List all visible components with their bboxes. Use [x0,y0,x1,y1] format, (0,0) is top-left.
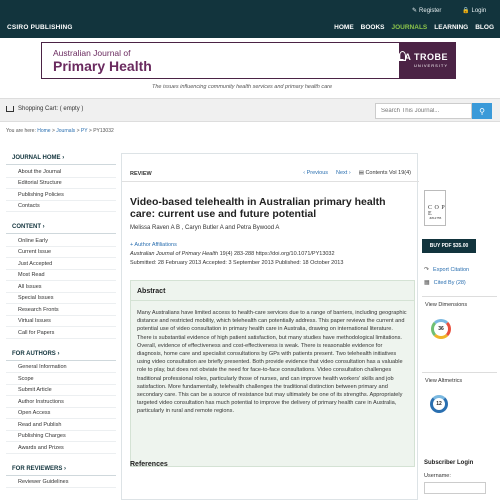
sidebar-item-special-issues[interactable]: Special Issues [6,293,116,305]
next-link[interactable]: Next › [336,170,351,176]
sidebar-item-policies[interactable]: Publishing Policies [6,189,116,201]
dimensions-label[interactable]: View Dimensions [425,302,468,308]
abstract-text: Many Australians have limited access to health-care services due to a range of barriers, including geographic distance and restricted mobility, which telehealth can potentially address. This paper reviews the current and potential use of video consultation in primary health care in Australia, drawing on international literature. There is substantial evidence of high patient satisfaction, but many studies have methodological limitations. Overall, evidence of effectiveness and cost-effectiveness is weak. There is reasonable evidence for diagnosis, home care and specialist consultations by GPs with patients present. Two telehealth initiatives using video consultation are briefly presented. Both provide evidence that video consultation has a valuable role to play, but does not obviate the need for face-to-face consultations. Video consultation challenges traditional professional roles, particularly those of nurses, and can improve health workers' skills and job satisfaction. More fundamentally, telehealth challenges the traditional distinction between primary and secondary care. This can be a source of resistance but may ultimately be one of its strengths. Appropriately targeted video consultation has much potential to improve the delivery of primary health care in Australia, particularly in rural and remote regions. [137,310,407,415]
cart-icon [6,106,14,112]
breadcrumb-journals[interactable]: Journals [56,128,76,134]
login-label: Login [471,7,487,14]
username-field[interactable] [424,482,486,494]
references-heading: References [130,461,168,468]
chevron-right-icon: › [57,350,60,357]
user-icon: ✎ [412,8,418,14]
article-authors: Melissa Raven A B , Caryn Butler A and Petra Bywood A [130,225,280,231]
nav-books[interactable]: BOOKS [360,24,385,31]
top-bar [0,0,500,38]
sidebar-item-all-issues[interactable]: All Issues [6,281,116,293]
dimensions-count: 36 [438,326,444,332]
sidebar-item-research-fronts[interactable]: Research Fronts [6,304,116,316]
article-title: Video-based telehealth in Australian primary health care: current use and future potential [130,196,386,220]
cited-by-label: Cited By (28) [433,279,466,286]
article-citation [130,251,335,257]
search-button[interactable] [472,103,492,119]
article-type: REVIEW [130,171,152,177]
divider [122,181,419,182]
cope-member-id: JM12755 [429,216,442,220]
sidebar-item-just-accepted[interactable]: Just Accepted [6,258,116,270]
nav-blog[interactable]: BLOG [475,24,494,31]
article-pager [303,170,411,176]
cited-by-link[interactable] [424,279,466,286]
username-label: Username: [424,473,451,479]
sidebar-item-publishing-charges[interactable]: Publishing Charges [6,431,116,443]
banner-title-panel [42,43,399,78]
contents-link[interactable]: ▤ Contents Vol 19(4) [358,170,411,176]
sidebar-item-current-issue[interactable]: Current Issue [6,247,116,259]
search-strip [0,98,500,122]
nav-learning[interactable]: LEARNING [434,24,469,31]
journal-banner-area [0,38,500,98]
chevron-right-icon: › [62,155,65,161]
buy-pdf-button[interactable]: BUY PDF $35.00 [422,239,476,253]
brand-logo[interactable]: CSIRO PUBLISHING [7,24,73,31]
sidebar-item-editorial[interactable]: Editorial Structure [6,178,116,190]
sidebar-item-author-instructions[interactable]: Author Instructions [6,396,116,408]
cart-label: Shopping Cart: ( empty ) [18,106,84,112]
sidebar-item-submit-article[interactable]: Submit Article [6,385,116,397]
abstract-heading: Abstract [131,281,414,301]
register-link[interactable] [412,7,441,14]
sidebar-heading-content[interactable]: CONTENT › [6,222,116,234]
author-affiliations-toggle[interactable]: + Author Affiliations [130,242,177,248]
chevron-right-icon: › [64,465,67,472]
sidebar-heading-for-authors[interactable]: FOR AUTHORS › [6,349,116,361]
previous-link[interactable]: ‹ Previous [303,170,329,176]
breadcrumb-py[interactable]: PY [80,128,88,134]
subscriber-login-title: Subscriber Login [424,460,474,466]
export-citation-link[interactable] [424,266,469,273]
shopping-cart-link[interactable] [6,106,83,112]
login-link[interactable] [462,7,486,14]
register-label: Register [419,7,442,14]
sidebar-item-general-information[interactable]: General Information [6,362,116,374]
sidebar-item-awards[interactable]: Awards and Prizes [6,442,116,454]
sidebar-item-scope[interactable]: Scope [6,373,116,385]
sidebar-heading-for-reviewers[interactable]: FOR REVIEWERS › [6,464,116,476]
altmetric-score: 12 [436,401,442,407]
journal-banner[interactable] [41,42,456,79]
nav-journals[interactable]: JOURNALS [391,24,428,31]
sidebar-item-open-access[interactable]: Open Access [6,408,116,420]
altmetric-badge[interactable] [430,395,448,413]
cope-logo[interactable] [424,190,446,226]
sponsor-logo-sub: UNIVERSITY [413,63,448,68]
sponsor-logo: LA TROBE [398,52,448,62]
sidebar-item-contacts[interactable]: Contacts [6,201,116,213]
dimensions-badge[interactable] [431,319,451,339]
breadcrumb-home[interactable]: Home [37,128,51,134]
article-card [121,153,418,500]
sidebar-item-most-read[interactable]: Most Read [6,270,116,282]
article-dates: Submitted: 28 February 2013 Accepted: 3 September 2013 Published: 18 October 2013 [130,260,344,266]
sidebar-item-read-and-publish[interactable]: Read and Publish [6,419,116,431]
document-icon: ▤ [358,170,364,176]
chevron-right-icon: › [42,224,45,230]
sidebar-item-about[interactable]: About the Journal [6,166,116,178]
breadcrumb: You are here: Home > Journals > PY > PY13032 [6,128,114,134]
sidebar-item-virtual-issues[interactable]: Virtual Issues [6,316,116,328]
lock-icon: 🔒 [462,8,470,14]
sidebar [6,153,116,488]
sidebar-heading-journal-home[interactable]: JOURNAL HOME › [6,153,116,165]
nav-home[interactable]: HOME [334,24,354,31]
journal-name: Australian Journal of Primary Health [130,251,219,257]
cope-logo-text: C O P E [428,205,445,217]
altmetric-label[interactable]: View Altmetrics [425,378,463,384]
citation-details[interactable]: 19(4) 283-288 https://doi.org/10.1071/PY13032 [218,251,335,257]
banner-title-line1: Australian Journal of [53,48,131,58]
sidebar-item-online-early[interactable]: Online Early [6,235,116,247]
breadcrumb-prefix: You are here: [6,128,36,134]
export-citation-label: Export Citation [433,266,470,273]
journal-tagline: The issues influencing community health services and primary health care [152,84,333,90]
sidebar-item-call-for-papers[interactable]: Call for Papers [6,327,116,339]
breadcrumb-current: PY13032 [93,128,114,134]
sidebar-item-reviewer-guidelines[interactable]: Reviewer Guidelines [6,477,116,489]
banner-title-line2: Primary Health [53,58,152,74]
abstract-panel [130,280,415,467]
export-icon: ↷ [424,267,430,273]
search-input[interactable] [375,103,472,119]
cited-by-icon: ▦ [424,280,430,286]
search-icon: ⚲ [479,106,485,116]
main-nav [334,24,494,31]
